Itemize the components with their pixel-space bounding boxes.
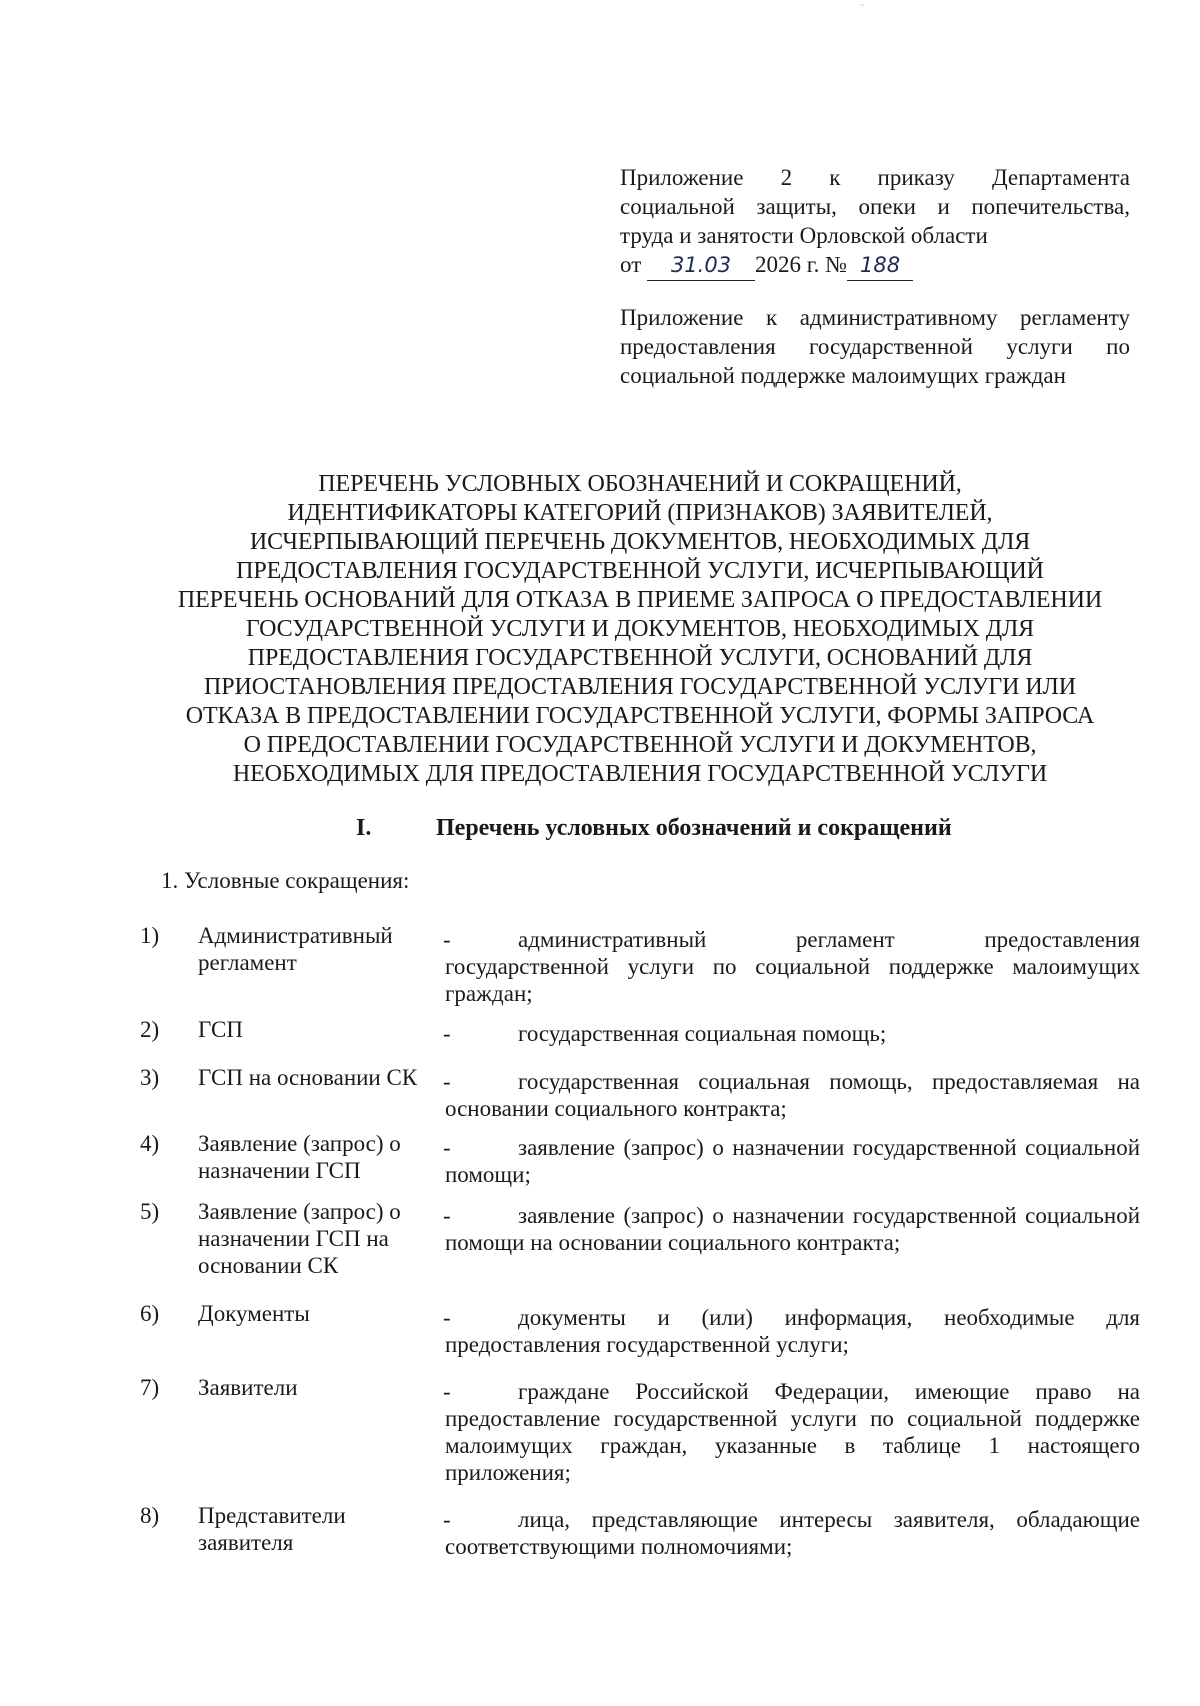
section-title-text: Перечень условных обозначений и сокращений [436, 815, 952, 841]
date-prefix: от [620, 252, 642, 277]
title-line: ПРИОСТАНОВЛЕНИЯ ПРЕДОСТАВЛЕНИЯ ГОСУДАРСТВЕННОЙ УСЛУГИ ИЛИ [204, 674, 1076, 700]
title-line: ГОСУДАРСТВЕННОЙ УСЛУГИ И ДОКУМЕНТОВ, НЕОБХОДИМЫХ ДЛЯ [245, 616, 1035, 642]
definition-term: Представители заявителя [198, 1503, 346, 1555]
definition-text: государственная социальная помощь; [518, 1021, 887, 1046]
definition-dash: - [443, 1305, 451, 1330]
definition-dash: - [443, 927, 451, 952]
title-line: ПЕРЕЧЕНЬ УСЛОВНЫХ ОБОЗНАЧЕНИЙ И СОКРАЩЕНИЙ, [318, 471, 962, 497]
annex-order-line-2: социальной защиты, опеки и попечительства, [620, 194, 1130, 219]
definition-number: 8) [140, 1503, 160, 1528]
annex-order-date-line [620, 250, 1130, 281]
definition-dash: - [443, 1379, 451, 1404]
annex-order-block [620, 163, 1130, 281]
definition-text: государственная социальная помощь, предоставляемая на основании социального контракта; [445, 1069, 1140, 1121]
annex-order-line-3: труда и занятости Орловской области [620, 223, 988, 248]
title-line: О ПРЕДОСТАВЛЕНИИ ГОСУДАРСТВЕННОЙ УСЛУГИ И ДОКУМЕНТОВ, [243, 732, 1037, 758]
definition-dash: - [443, 1507, 451, 1532]
annex-regulation-line-2: предоставления государственной услуги по [620, 334, 1130, 359]
definition-number: 4) [140, 1131, 160, 1156]
definition-term: ГСП на основании СК [198, 1065, 418, 1090]
document-title [150, 470, 1130, 789]
definition-number: 1) [140, 923, 160, 948]
annex-regulation-block [620, 303, 1130, 390]
section-number: I. [356, 815, 372, 841]
handwritten-date: 31.03 [647, 251, 755, 281]
definition-text: документы и (или) информация, необходимые для предоставления государственной услуги; [445, 1305, 1140, 1357]
title-line: ОТКАЗА В ПРЕДОСТАВЛЕНИИ ГОСУДАРСТВЕННОЙ УСЛУГИ, ФОРМЫ ЗАПРОСА [185, 703, 1095, 729]
definition-term: Заявители [198, 1375, 298, 1400]
definition-text: заявление (запрос) о назначении государственной социальной помощи; [445, 1135, 1140, 1187]
definition-number: 5) [140, 1199, 160, 1224]
handwritten-order-number: 188 [847, 251, 913, 281]
annex-regulation-line-1: Приложение к административному регламенту [620, 305, 1130, 330]
definition-number: 7) [140, 1375, 160, 1400]
title-line: ИДЕНТИФИКАТОРЫ КАТЕГОРИЙ (ПРИЗНАКОВ) ЗАЯВИТЕЛЕЙ, [287, 500, 993, 526]
subsection-heading: 1. Условные сокращения: [161, 868, 410, 893]
definition-number: 3) [140, 1065, 160, 1090]
definition-term: Заявление (запрос) о назначении ГСП на основании СК [198, 1199, 401, 1278]
title-line: ПРЕДОСТАВЛЕНИЯ ГОСУДАРСТВЕННОЙ УСЛУГИ, ИСЧЕРПЫВАЮЩИЙ [236, 558, 1044, 584]
definition-dash: - [443, 1203, 451, 1228]
annex-order-line-1: Приложение 2 к приказу Департамента [620, 165, 1130, 190]
definition-dash: - [443, 1069, 451, 1094]
annex-regulation-line-3: социальной поддержке малоимущих граждан [620, 363, 1066, 388]
definition-dash: - [443, 1021, 451, 1046]
definition-dash: - [443, 1135, 451, 1160]
definition-term: Документы [198, 1301, 310, 1326]
definition-number: 6) [140, 1301, 160, 1326]
scan-artifact: ¨ [860, 2, 865, 17]
definition-text: граждане Российской Федерации, имеющие право на предоставление государственной услуги по социальной поддержке малоимущих граждан, указанные в таблице 1 настоящего приложения; [445, 1379, 1140, 1485]
date-suffix: 2026 г. № [755, 252, 848, 277]
title-line: ИСЧЕРПЫВАЮЩИЙ ПЕРЕЧЕНЬ ДОКУМЕНТОВ, НЕОБХОДИМЫХ ДЛЯ [249, 529, 1031, 555]
definition-text: лица, представляющие интересы заявителя, обладающие соответствующими полномочиями; [445, 1507, 1140, 1559]
title-line: ПЕРЕЧЕНЬ ОСНОВАНИЙ ДЛЯ ОТКАЗА В ПРИЕМЕ ЗАПРОСА О ПРЕДОСТАВЛЕНИИ [177, 587, 1103, 613]
title-line: ПРЕДОСТАВЛЕНИЯ ГОСУДАРСТВЕННОЙ УСЛУГИ, ОСНОВАНИЙ ДЛЯ [247, 645, 1033, 671]
definition-text: заявление (запрос) о назначении государственной социальной помощи на основании социального контракта; [445, 1203, 1140, 1255]
definition-term: Административный регламент [198, 923, 393, 975]
title-line: НЕОБХОДИМЫХ ДЛЯ ПРЕДОСТАВЛЕНИЯ ГОСУДАРСТВЕННОЙ УСЛУГИ [232, 761, 1048, 787]
definition-text: административный регламент предоставления государственной услуги по социальной поддержке малоимущих граждан; [445, 927, 1140, 1006]
definition-number: 2) [140, 1017, 160, 1042]
definition-term: Заявление (запрос) о назначении ГСП [198, 1131, 401, 1183]
definition-term: ГСП [198, 1017, 243, 1042]
